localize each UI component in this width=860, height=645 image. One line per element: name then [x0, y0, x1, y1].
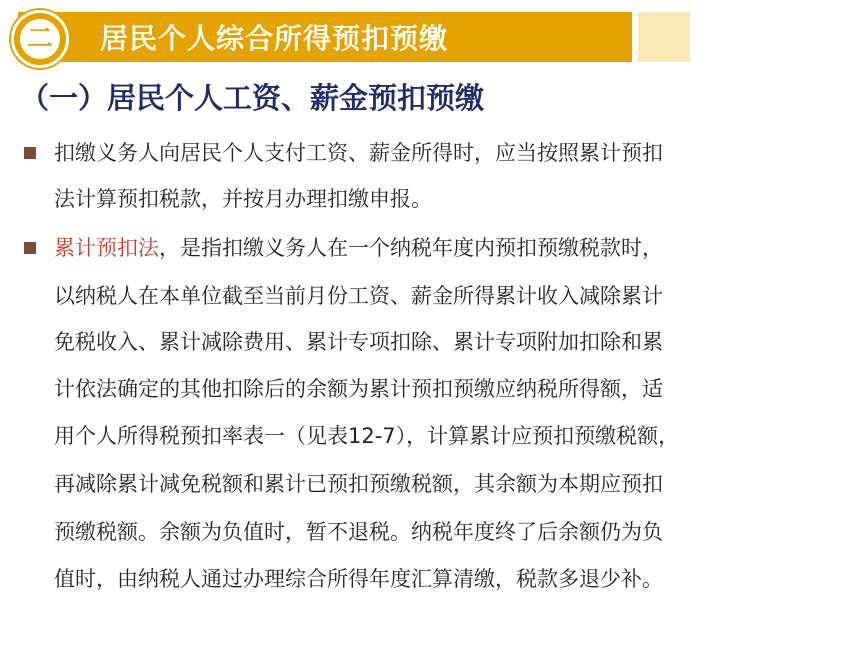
paragraph2-line: 免税收入、累计减除费用、累计专项扣除、累计专项附加扣除和累 [54, 330, 663, 354]
paragraph2-line: 计依法确定的其他扣除后的余额为累计预扣预缴应纳税所得额，适 [54, 377, 663, 401]
section-number: 二 [20, 19, 60, 59]
bullet-square [24, 242, 36, 254]
section-number-badge [11, 10, 69, 68]
slide-title: 居民个人综合所得预扣预缴 [100, 22, 449, 55]
paragraph2-line: 用个人所得税预扣率表一（见表12-7），计算累计应预扣预缴税额， [54, 424, 680, 448]
paragraph2-first-line [54, 234, 663, 262]
header-accent-square [638, 12, 690, 62]
paragraph2-line: 再减除累计减免税额和累计已预扣预缴税额，其余额为本期应预扣 [54, 472, 663, 496]
section-heading: （一）居民个人工资、薪金预扣预缴 [20, 81, 485, 115]
paragraph2-first-line-text: ，是指扣缴义务人在一个纳税年度内预扣预缴税款时， [159, 236, 663, 260]
paragraph1-line: 扣缴义务人向居民个人支付工资、薪金所得时，应当按照累计预扣 [54, 141, 663, 165]
paragraph2-line: 值时，由纳税人通过办理综合所得年度汇算清缴，税款多退少补。 [54, 567, 663, 591]
bullet-square [24, 147, 36, 159]
paragraph2-line: 以纳税人在本单位截至当前月份工资、薪金所得累计收入减除累计 [54, 284, 663, 308]
highlighted-term: 累计预扣法 [54, 236, 159, 260]
paragraph1-line: 法计算预扣税款，并按月办理扣缴申报。 [54, 187, 432, 211]
paragraph2-line: 预缴税额。余额为负值时，暂不退税。纳税年度终了后余额仍为负 [54, 520, 663, 544]
